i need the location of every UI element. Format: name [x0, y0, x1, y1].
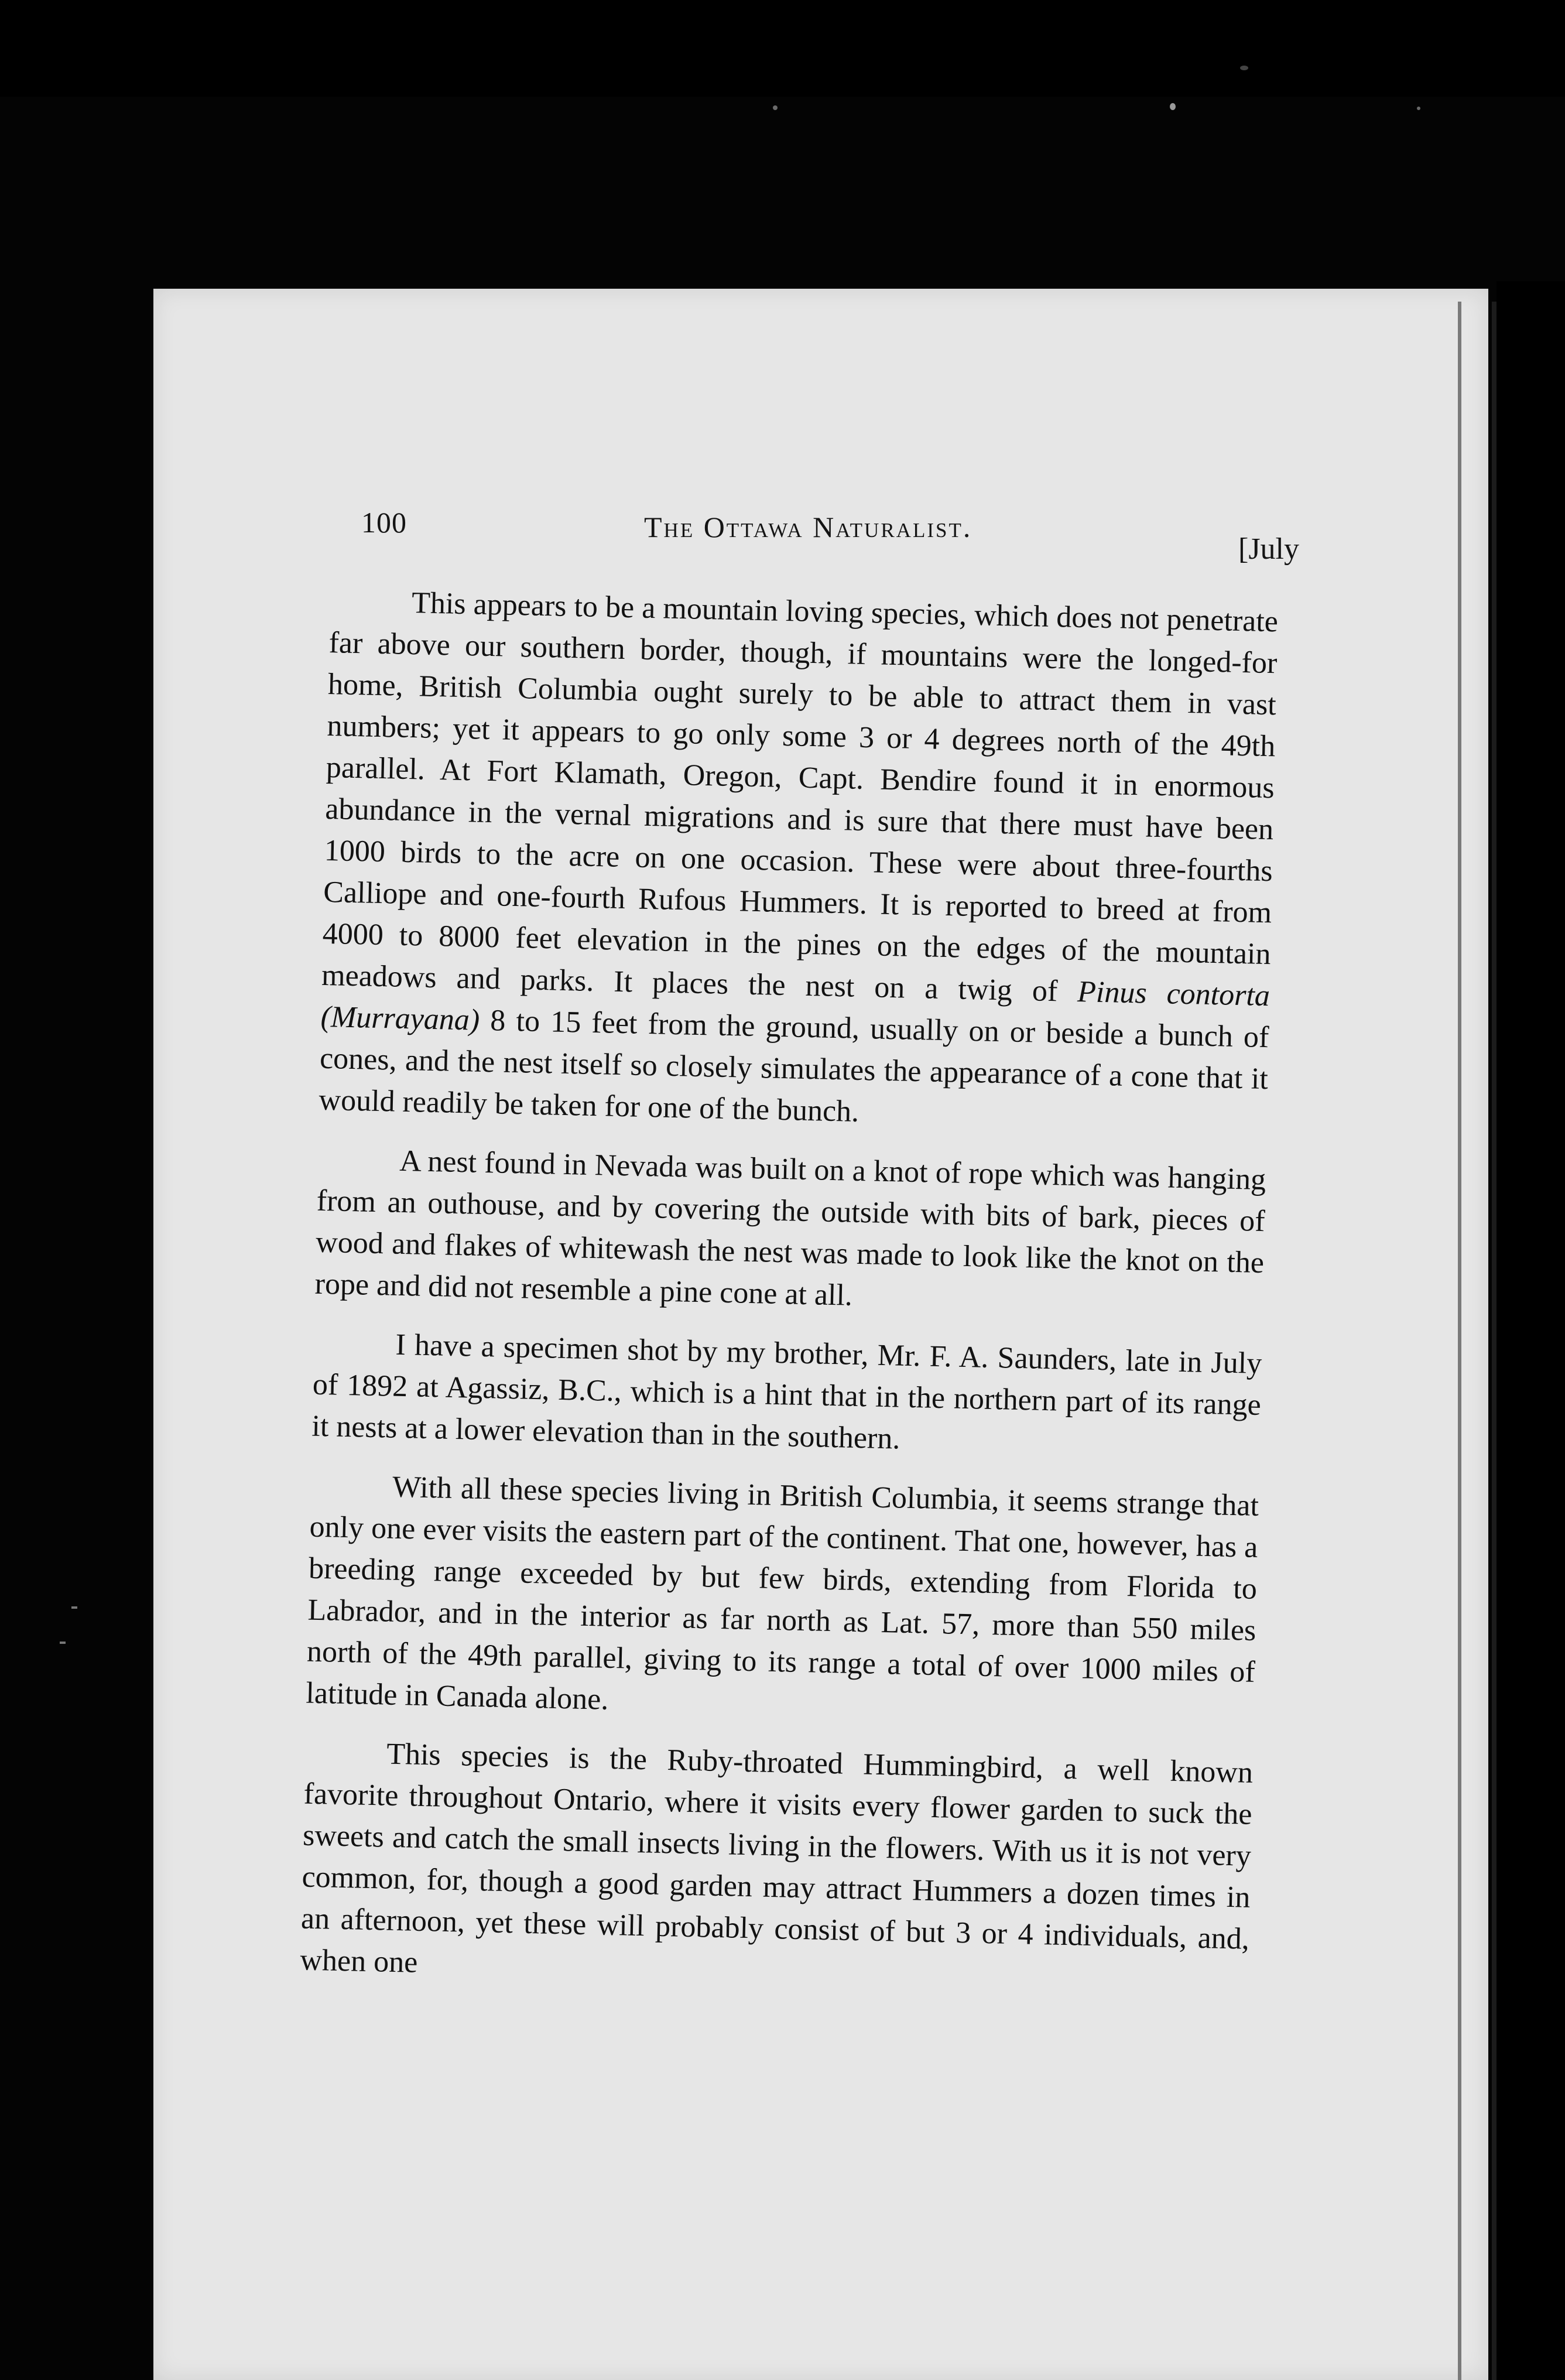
book-page: [153, 289, 1488, 2380]
dust-speck: [1170, 103, 1176, 110]
paragraph-text: This appears to be a mountain loving species, which does not penetrate far above our southern border, though, if mountains were the longed-for home, British Columbia ought surely to be able to attract them in vast numbers; yet it appears to go only some 3 or 4 degrees north of the 49th parallel. At Fort Klamath, Oregon, Capt. Bendire found it in enormous abundance in the vernal migrations and is sure that there must have been 1000 birds to the acre on one occasion. These were about three-fourths Calliope and one-fourth Rufous Hummers. It is reported to breed at from 4000 to 8000 feet elevation in the pines on the edges of the mountain meadows and parks. It places the nest on a twig of: [321, 586, 1279, 1009]
species-name: Pinus contorta (Murrayana): [320, 975, 1271, 1037]
margin-mark: [71, 1606, 77, 1609]
paragraph-text: 8 to 15 feet from the ground, usually on or beside a bunch of cones, and the nest itself so closely simulates the appearance of a cone that it would readily be taken for one of the bunch.: [319, 1003, 1269, 1129]
running-title: The Ottawa Naturalist.: [644, 511, 972, 543]
page-number: 100: [361, 506, 407, 539]
dust-speck: [1417, 107, 1420, 110]
paragraph: I have a specimen shot by my brother, Mr. F. A. Saunders, late in July of 1892 at Agassiz, B.C., which is a hint that in the northern part of its range it nests at a lower elevation than in the southern.: [311, 1328, 1262, 1456]
margin-mark: [60, 1642, 66, 1644]
paragraph: A nest found in Nevada was built on a knot of rope which was hanging from an outhouse, and by covering the outside with bits of bark, pieces of wood and flakes of whitewash the nest was made to look like the knot on the rope and did not resemble a pine cone at all.: [314, 1144, 1266, 1312]
page-edge-line: [1458, 302, 1461, 2380]
top-black-band: [0, 0, 1565, 97]
paragraph: This species is the Ruby-throated Hummingbird, a well known favorite throughout Ontario, where it visits every flower garden to suck the sweets and catch the small insects living in the flowers. With us it is not very common, for, though a good garden may attract Hummers a dozen times in an afternoon, yet these will probably consist of but 3 or 4 individuals, and, when one: [299, 1737, 1254, 1979]
month-label: [July: [1238, 532, 1299, 566]
dust-speck: [1240, 66, 1248, 70]
article-body: [299, 580, 1278, 2019]
paragraph: With all these species living in British Columbia, it seems strange that only one ever visits the eastern part of the continent. That one, however, has a breeding range exceeded by but few birds, extending from Florida to Labrador, and in the interior as far north as Lat. 57, more than 550 miles north of the 49th parallel, giving to its range a total of over 1000 miles of latitude in Canada alone.: [305, 1470, 1259, 1716]
right-black-margin: [1496, 281, 1565, 2380]
dust-speck: [773, 105, 778, 110]
paragraph: [319, 580, 1279, 1141]
page-edge-shadow: [1492, 302, 1496, 2380]
